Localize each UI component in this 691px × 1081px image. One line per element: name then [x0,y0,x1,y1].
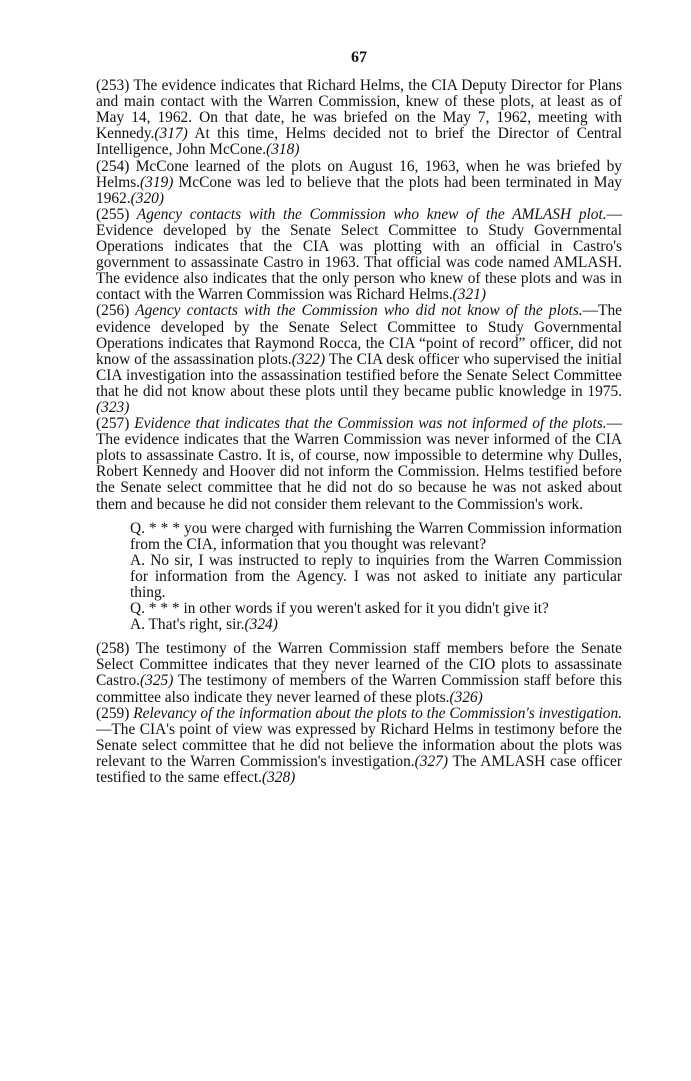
footnote-ref[interactable]: (319) [140,173,174,191]
paragraph-253 [96,78,622,158]
testimony-quote [96,521,622,634]
paragraph-heading: Relevancy of the information about the plots to the Commission's investigation. [129,704,622,722]
footnote-ref[interactable]: (323) [96,398,130,416]
paragraph-number: (255) [96,205,130,223]
paragraph-258 [96,641,622,705]
paragraph-257 [96,416,622,513]
paragraph-number: (254) [96,157,130,175]
footnote-ref[interactable]: (325) [140,672,174,690]
paragraph-255 [96,207,622,304]
footnote-ref[interactable]: (324) [244,616,278,634]
document-page [96,50,622,786]
paragraph-text: The testimony of the Warren Commission staff members before the Senate Select Committee indicates that they never learned of the CIO plots to assassinate Castro. [96,640,622,690]
quote-line: Q. * * * in other words if you weren't asked for it you didn't give it? [130,600,549,618]
paragraph-group-top [96,78,622,513]
paragraph-text: McCone was led to believe that the plots had been terminated in May 1962. [96,173,622,207]
paragraph-text: McCone learned of the plots on August 16, 1963, when he was briefed by Helms. [96,157,622,191]
quote-line: Q. * * * you were charged with furnishing the Warren Commission information from the CIA, information that you thought was relevant? [130,519,622,553]
footnote-ref[interactable]: (328) [261,769,296,787]
quote-line [130,617,622,633]
paragraph-text: —The evidence indicates that the Warren Commission was never informed of the CIA plots to assassinate Castro. It is, of course, now impossible to determine why Dulles, Robert Kennedy and Hoover did not inform the Commission. Helms testified before the Senate select committee that he did not do so because he was not asked about them and because he did not consider them relevant to the Commission's work. [96,415,622,513]
paragraph-number: (257) [96,415,130,433]
paragraph-text: The testimony of members of the Warren Commission staff before this committee also indicate they never learned of these plots. [96,672,622,706]
paragraph-heading: Agency contacts with the Commission who did not know of the plots. [129,302,583,320]
page-number: 67 [351,49,367,66]
paragraph-259 [96,706,622,786]
paragraph-number: (256) [96,302,130,320]
paragraph-group-bottom [96,641,622,786]
footnote-ref[interactable]: (321) [452,286,487,304]
paragraph-number: (258) [96,640,130,658]
quote-line: A. No sir, I was instructed to reply to inquiries from the Warren Commission for information from the Agency. I was not asked to initiate any particular thing. [130,551,622,601]
footnote-ref[interactable]: (322) [291,350,326,368]
paragraph-number: (259) [96,704,130,722]
footnote-ref[interactable]: (326) [449,688,483,706]
paragraph-text: —The CIA's point of view was expressed by Richard Helms in testimony before the Senate select committee that he did not believe the information about the plots was relevant to the Warren Commission's investigation. [96,720,622,770]
footnote-ref[interactable]: (318) [266,141,300,159]
paragraph-text: The AMLASH case officer testified to the same effect. [96,752,622,787]
footnote-ref[interactable]: (327) [414,752,448,770]
paragraph-text: The evidence indicates that Richard Helms, the CIA Deputy Director for Plans and main contact with the Warren Commission, knew of these plots, at least as of May 14, 1962. On that date, he was briefed on the May 7, 1962, meeting with Kennedy. [96,77,622,143]
paragraph-heading: Evidence that indicates that the Commission was not informed of the plots. [129,415,607,433]
paragraph-text: At this time, Helms decided not to brief the Director of Central Intelligence, John McCone. [96,125,622,159]
paragraph-text: The CIA desk officer who supervised the initial CIA investigation into the assassination testified before the Senate Select Committee that he did not know about these plots until they became public knowledge in 1975. [96,350,622,400]
paragraph-254 [96,159,622,207]
footnote-ref[interactable]: (320) [130,189,164,207]
paragraph-number: (253) [96,77,130,95]
quote-text: A. That's right, sir. [130,616,245,634]
paragraph-text: —Evidence developed by the Senate Select Committee to Study Governmental Operations indicates that the CIA was plotting with an official in Castro's government to assassinate Castro in 1963. That official was code named AMLASH. The evidence also indicates that the only person who knew of these plots and was in contact with the Warren Commission was Richard Helms. [96,205,622,304]
paragraph-text: —The evidence developed by the Senate Select Committee to Study Governmental Operations indicates that Raymond Rocca, the CIA “point of record” officer, did not know of the assassination plots. [96,302,622,368]
footnote-ref[interactable]: (317) [154,125,188,143]
paragraph-heading: Agency contacts with the Commission who knew of the AMLASH plot. [129,205,607,223]
paragraph-256 [96,303,622,416]
